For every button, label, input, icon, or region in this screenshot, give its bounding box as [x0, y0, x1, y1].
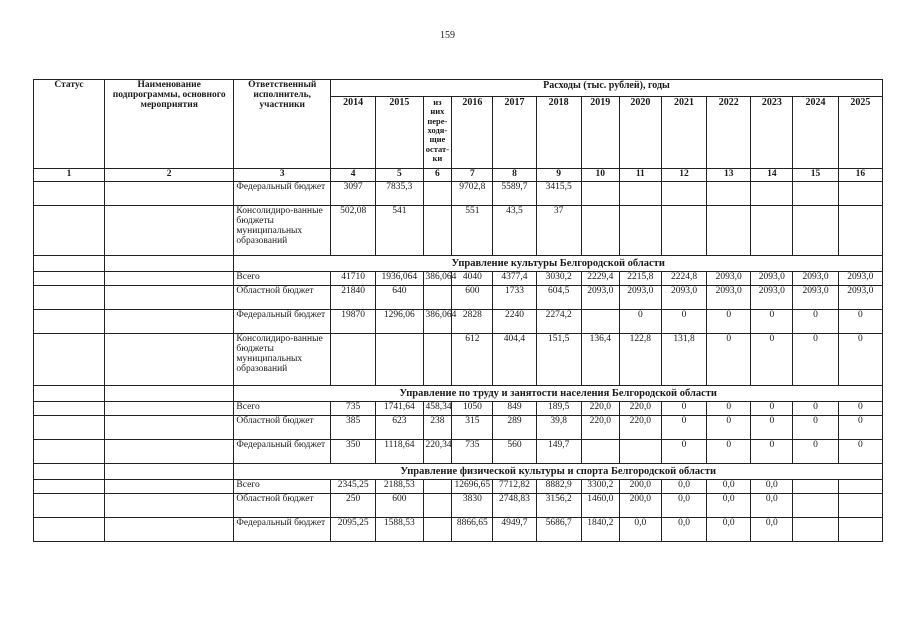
value-cell: [423, 285, 452, 309]
value-cell: 2240: [493, 309, 536, 333]
value-cell: 200,0: [619, 494, 661, 518]
value-cell: 0: [707, 309, 751, 333]
value-cell: [331, 333, 376, 385]
value-cell: 3156,2: [536, 494, 581, 518]
value-cell: 7712,82: [493, 480, 536, 494]
value-cell: 0,0: [751, 494, 793, 518]
empty-cell: [34, 255, 105, 271]
value-cell: 2093,0: [707, 285, 751, 309]
value-cell: [423, 181, 452, 205]
value-cell: 0: [751, 440, 793, 464]
value-cell: 350: [331, 440, 376, 464]
value-cell: 2093,0: [838, 285, 882, 309]
value-cell: 735: [331, 402, 376, 416]
header-status: Статус: [34, 80, 105, 169]
value-cell: 0,0: [751, 518, 793, 542]
value-cell: 1936,064: [376, 271, 423, 285]
value-cell: 0: [751, 309, 793, 333]
value-cell: 385: [331, 416, 376, 440]
value-cell: 0: [661, 416, 706, 440]
budget-table: [33, 79, 883, 542]
empty-cell: [104, 205, 234, 255]
empty-cell: [34, 271, 105, 285]
value-cell: 0,0: [661, 480, 706, 494]
row-label: Федеральный бюджет: [234, 309, 331, 333]
table-row: [34, 494, 883, 518]
empty-cell: [104, 285, 234, 309]
row-label: Областной бюджет: [234, 494, 331, 518]
value-cell: [707, 205, 751, 255]
row-label: Областной бюджет: [234, 416, 331, 440]
value-cell: 9702,8: [452, 181, 493, 205]
value-cell: [423, 205, 452, 255]
value-cell: 220,0: [619, 416, 661, 440]
value-cell: 0: [661, 440, 706, 464]
header-year-3: 2016: [452, 97, 493, 169]
header-name: Наименование подпрограммы, основного мероприятия: [104, 80, 234, 169]
row-label: Консолидиро-ванные бюджеты муниципальных образований: [234, 333, 331, 385]
value-cell: [423, 333, 452, 385]
value-cell: 0: [661, 402, 706, 416]
value-cell: [423, 480, 452, 494]
value-cell: 0: [707, 402, 751, 416]
value-cell: 1741,64: [376, 402, 423, 416]
value-cell: [661, 181, 706, 205]
value-cell: [793, 480, 838, 494]
table-row: [34, 333, 883, 385]
value-cell: 2093,0: [619, 285, 661, 309]
value-cell: 1588,53: [376, 518, 423, 542]
value-cell: 0,0: [661, 494, 706, 518]
value-cell: [581, 309, 619, 333]
value-cell: 2093,0: [838, 271, 882, 285]
value-cell: 315: [452, 416, 493, 440]
value-cell: 250: [331, 494, 376, 518]
empty-cell: [34, 494, 105, 518]
value-cell: 0: [838, 333, 882, 385]
value-cell: [661, 205, 706, 255]
row-label: Всего: [234, 480, 331, 494]
value-cell: 3300,2: [581, 480, 619, 494]
column-number-3: 3: [234, 169, 331, 182]
value-cell: 2093,0: [793, 271, 838, 285]
section-header: [34, 255, 883, 271]
table-row: [34, 309, 883, 333]
column-number-5: 5: [376, 169, 423, 182]
row-label: Федеральный бюджет: [234, 440, 331, 464]
empty-cell: [104, 440, 234, 464]
column-number-7: 7: [452, 169, 493, 182]
empty-cell: [104, 402, 234, 416]
value-cell: [581, 440, 619, 464]
value-cell: 0,0: [661, 518, 706, 542]
row-label: Федеральный бюджет: [234, 181, 331, 205]
value-cell: 131,8: [661, 333, 706, 385]
value-cell: 4040: [452, 271, 493, 285]
value-cell: 2345,25: [331, 480, 376, 494]
value-cell: 7835,3: [376, 181, 423, 205]
header-year-0: 2014: [331, 97, 376, 169]
row-label: Всего: [234, 271, 331, 285]
value-cell: [707, 181, 751, 205]
section-header: [34, 385, 883, 401]
value-cell: 151,5: [536, 333, 581, 385]
header-responsible: Ответственный исполнитель, участники: [234, 80, 331, 169]
empty-cell: [104, 309, 234, 333]
value-cell: 386,064: [423, 309, 452, 333]
section-title: Управление культуры Белгородской области: [234, 255, 883, 271]
empty-cell: [104, 518, 234, 542]
column-number-16: 16: [838, 169, 882, 182]
value-cell: 220,34: [423, 440, 452, 464]
header-year-8: 2021: [661, 97, 706, 169]
value-cell: 502,08: [331, 205, 376, 255]
value-cell: 2224,8: [661, 271, 706, 285]
header-year-9: 2022: [707, 97, 751, 169]
value-cell: 2093,0: [751, 285, 793, 309]
value-cell: 0: [707, 333, 751, 385]
value-cell: 200,0: [619, 480, 661, 494]
value-cell: 541: [376, 205, 423, 255]
header-year-11: 2024: [793, 97, 838, 169]
value-cell: 1296,06: [376, 309, 423, 333]
row-label: Консолидиро-ванные бюджеты муниципальных образований: [234, 205, 331, 255]
value-cell: [751, 181, 793, 205]
value-cell: 1840,2: [581, 518, 619, 542]
empty-cell: [34, 480, 105, 494]
value-cell: 149,7: [536, 440, 581, 464]
empty-cell: [34, 181, 105, 205]
table-row: [34, 271, 883, 285]
value-cell: [793, 518, 838, 542]
empty-cell: [34, 333, 105, 385]
value-cell: 1050: [452, 402, 493, 416]
value-cell: 2274,2: [536, 309, 581, 333]
value-cell: 289: [493, 416, 536, 440]
value-cell: [838, 518, 882, 542]
value-cell: 0,0: [619, 518, 661, 542]
value-cell: 189,5: [536, 402, 581, 416]
value-cell: 5686,7: [536, 518, 581, 542]
value-cell: 2095,25: [331, 518, 376, 542]
empty-cell: [34, 385, 105, 401]
empty-cell: [34, 309, 105, 333]
empty-cell: [104, 464, 234, 480]
empty-cell: [34, 285, 105, 309]
row-label: Всего: [234, 402, 331, 416]
column-number-1: 1: [34, 169, 105, 182]
value-cell: 0: [707, 416, 751, 440]
value-cell: 0,0: [707, 494, 751, 518]
column-number-15: 15: [793, 169, 838, 182]
empty-cell: [104, 480, 234, 494]
value-cell: 0: [838, 309, 882, 333]
table-row: [34, 181, 883, 205]
empty-cell: [104, 416, 234, 440]
value-cell: [838, 181, 882, 205]
value-cell: 2188,53: [376, 480, 423, 494]
value-cell: 0: [661, 309, 706, 333]
value-cell: 21840: [331, 285, 376, 309]
value-cell: 0: [793, 309, 838, 333]
value-cell: 0: [793, 440, 838, 464]
value-cell: [793, 494, 838, 518]
value-cell: [619, 205, 661, 255]
value-cell: 0: [838, 402, 882, 416]
value-cell: 2229,4: [581, 271, 619, 285]
value-cell: 8882,9: [536, 480, 581, 494]
value-cell: 220,0: [581, 416, 619, 440]
header-expenses-group: Расходы (тыс. рублей), годы: [331, 80, 883, 97]
table-row: [34, 285, 883, 309]
value-cell: 849: [493, 402, 536, 416]
value-cell: 404,4: [493, 333, 536, 385]
value-cell: 604,5: [536, 285, 581, 309]
empty-cell: [104, 181, 234, 205]
table-row: [34, 402, 883, 416]
column-number-6: 6: [423, 169, 452, 182]
header-year-7: 2020: [619, 97, 661, 169]
value-cell: [793, 181, 838, 205]
value-cell: 19870: [331, 309, 376, 333]
value-cell: 3415,5: [536, 181, 581, 205]
column-number-11: 11: [619, 169, 661, 182]
value-cell: 3830: [452, 494, 493, 518]
column-number-2: 2: [104, 169, 234, 182]
section-title: Управление физической культуры и спорта Белгородской области: [234, 464, 883, 480]
value-cell: 4377,4: [493, 271, 536, 285]
table-row: [34, 480, 883, 494]
value-cell: 0,0: [751, 480, 793, 494]
value-cell: 551: [452, 205, 493, 255]
value-cell: 220,0: [619, 402, 661, 416]
header-year-12: 2025: [838, 97, 882, 169]
value-cell: 2093,0: [581, 285, 619, 309]
value-cell: [376, 333, 423, 385]
value-cell: 0: [838, 416, 882, 440]
empty-cell: [34, 464, 105, 480]
header-year-2: из них пере-ходя-щие остат-ки: [423, 97, 452, 169]
value-cell: 0,0: [707, 518, 751, 542]
value-cell: [838, 494, 882, 518]
value-cell: 2748,83: [493, 494, 536, 518]
column-number-12: 12: [661, 169, 706, 182]
column-number-10: 10: [581, 169, 619, 182]
value-cell: [423, 518, 452, 542]
value-cell: 43,5: [493, 205, 536, 255]
table-row: [34, 518, 883, 542]
empty-cell: [104, 333, 234, 385]
value-cell: 3030,2: [536, 271, 581, 285]
value-cell: 0: [793, 416, 838, 440]
value-cell: [838, 480, 882, 494]
value-cell: 3097: [331, 181, 376, 205]
page-number: 159: [440, 30, 455, 41]
value-cell: 4949,7: [493, 518, 536, 542]
row-label: Областной бюджет: [234, 285, 331, 309]
value-cell: 386,064: [423, 271, 452, 285]
value-cell: 0: [793, 333, 838, 385]
value-cell: 600: [376, 494, 423, 518]
value-cell: 0: [707, 440, 751, 464]
value-cell: 458,34: [423, 402, 452, 416]
empty-cell: [34, 205, 105, 255]
empty-cell: [34, 416, 105, 440]
value-cell: 0: [838, 440, 882, 464]
value-cell: [619, 440, 661, 464]
value-cell: 1460,0: [581, 494, 619, 518]
value-cell: 1118,64: [376, 440, 423, 464]
value-cell: 0: [751, 416, 793, 440]
header-year-4: 2017: [493, 97, 536, 169]
value-cell: 0: [751, 333, 793, 385]
value-cell: 8866,65: [452, 518, 493, 542]
value-cell: 2093,0: [793, 285, 838, 309]
value-cell: 623: [376, 416, 423, 440]
row-label: Федеральный бюджет: [234, 518, 331, 542]
table-row: [34, 416, 883, 440]
value-cell: 735: [452, 440, 493, 464]
value-cell: 560: [493, 440, 536, 464]
table-row: [34, 205, 883, 255]
value-cell: [793, 205, 838, 255]
header-year-5: 2018: [536, 97, 581, 169]
value-cell: 0: [619, 309, 661, 333]
empty-cell: [104, 385, 234, 401]
value-cell: 0: [751, 402, 793, 416]
value-cell: 122,8: [619, 333, 661, 385]
value-cell: 612: [452, 333, 493, 385]
empty-cell: [104, 255, 234, 271]
value-cell: [838, 205, 882, 255]
value-cell: 12696,65: [452, 480, 493, 494]
column-number-14: 14: [751, 169, 793, 182]
section-title: Управление по труду и занятости населения Белгородской области: [234, 385, 883, 401]
value-cell: 220,0: [581, 402, 619, 416]
value-cell: 5589,7: [493, 181, 536, 205]
value-cell: [581, 205, 619, 255]
value-cell: 136,4: [581, 333, 619, 385]
value-cell: 2215,8: [619, 271, 661, 285]
value-cell: [581, 181, 619, 205]
column-number-13: 13: [707, 169, 751, 182]
empty-cell: [104, 494, 234, 518]
value-cell: 640: [376, 285, 423, 309]
value-cell: [619, 181, 661, 205]
column-number-8: 8: [493, 169, 536, 182]
column-number-4: 4: [331, 169, 376, 182]
value-cell: 238: [423, 416, 452, 440]
value-cell: 37: [536, 205, 581, 255]
value-cell: 600: [452, 285, 493, 309]
empty-cell: [34, 440, 105, 464]
value-cell: 0: [793, 402, 838, 416]
empty-cell: [104, 271, 234, 285]
table-row: [34, 440, 883, 464]
value-cell: 41710: [331, 271, 376, 285]
value-cell: [751, 205, 793, 255]
value-cell: 2093,0: [751, 271, 793, 285]
value-cell: 2093,0: [707, 271, 751, 285]
empty-cell: [34, 518, 105, 542]
value-cell: 0,0: [707, 480, 751, 494]
section-header: [34, 464, 883, 480]
header-year-1: 2015: [376, 97, 423, 169]
empty-cell: [34, 402, 105, 416]
value-cell: 1733: [493, 285, 536, 309]
value-cell: [423, 494, 452, 518]
column-number-9: 9: [536, 169, 581, 182]
header-year-6: 2019: [581, 97, 619, 169]
value-cell: 2093,0: [661, 285, 706, 309]
value-cell: 39,8: [536, 416, 581, 440]
value-cell: 2828: [452, 309, 493, 333]
header-year-10: 2023: [751, 97, 793, 169]
